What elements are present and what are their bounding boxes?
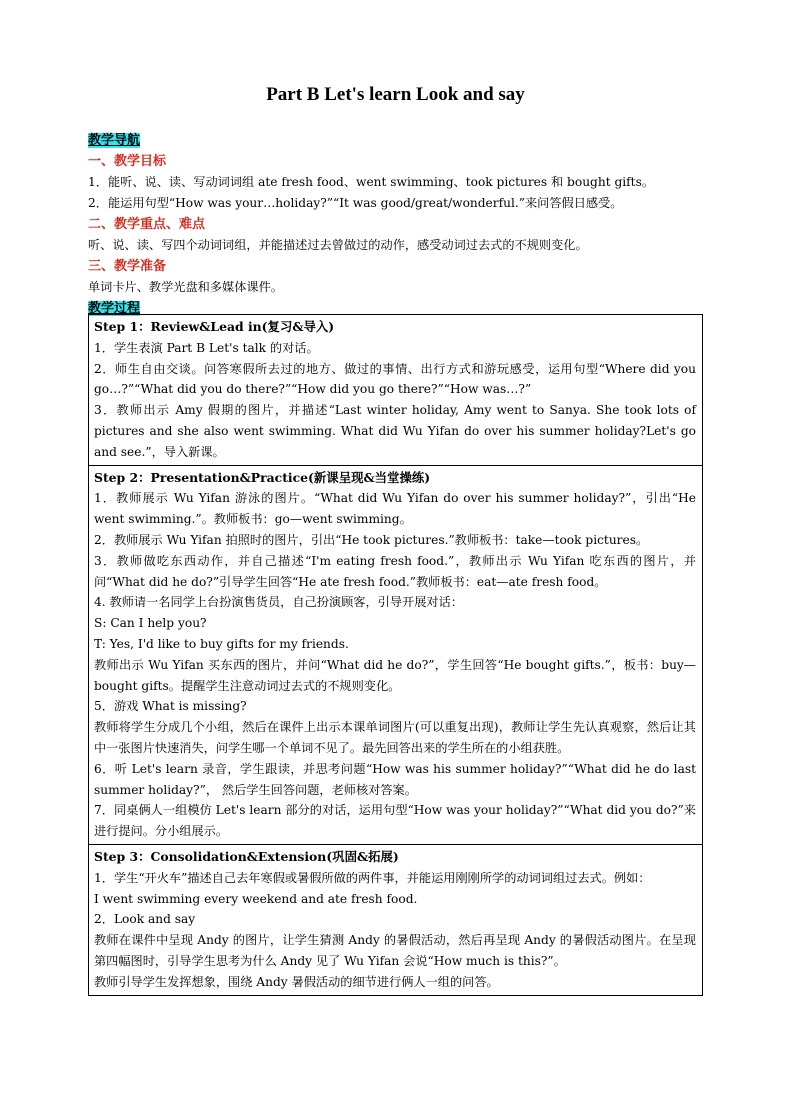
process-table <box>88 314 703 996</box>
step-row <box>89 465 703 844</box>
step-row <box>89 315 703 466</box>
step-paragraph: 2．师生自由交谈。问答寒假所去过的地方、做过的事情、出行方式和游玩感受，运用句型“Where did you go…?”“What did you do there?”“How did you go there?”“How was…?” <box>94 361 696 397</box>
nav-section <box>88 130 703 319</box>
objective-item: 1．能听、说、读、写动词词组 ate fresh food、went swimming、took pictures 和 bought gifts。 <box>88 175 655 189</box>
step-paragraph: 2．教师展示 Wu Yifan 拍照时的图片，引出“He took pictures.”教师板书：take—took pictures。 <box>94 532 649 547</box>
step-paragraph: 3．教师出示 Amy 假期的图片，并描述“Last winter holiday, Amy went to Sanya. She took lots of pictures and she also went swimming. What did Wu Yifan do over his summer holiday?Let's go and see.”，导入新课。 <box>94 403 696 459</box>
step-paragraph: T: Yes, I'd like to buy gifts for my friends. <box>94 636 349 651</box>
step-paragraph: 1．学生“开火车”描述自己去年寒假或暑假所做的两件事，并能运用刚刚所学的动词词组过去式。例如： <box>94 870 651 885</box>
key-points-heading: 二、教学重点、难点 <box>88 217 206 232</box>
key-points-text: 听、说、读、写四个动词词组，并能描述过去曾做过的动作，感受动词过去式的不规则变化。 <box>88 238 588 252</box>
preparation-heading: 三、教学准备 <box>88 259 167 274</box>
step-paragraph: 4. 教师请一名同学上台扮演售货员，自己扮演顾客，引导开展对话： <box>94 595 463 610</box>
step-paragraph: 教师出示 Wu Yifan 买东西的图片，并问“What did he do?”，学生回答“He bought gifts.”，板书：buy—bought gifts。提醒学生注意动词过去式的不规则变化。 <box>94 657 696 693</box>
step-paragraph: 2．Look and say <box>94 912 196 927</box>
step-paragraph: 5．游戏 What is missing? <box>94 699 247 714</box>
objectives-heading: 一、教学目标 <box>88 154 167 169</box>
step-paragraph: I went swimming every weekend and ate fresh food. <box>94 891 418 906</box>
step-cell <box>89 315 703 466</box>
step-paragraph: 7．同桌俩人一组模仿 Let's learn 部分的对话，运用句型“How was your holiday?”“What did you do?”来进行提问。分小组展示。 <box>94 803 696 839</box>
step-paragraph: 教师将学生分成几个小组，然后在课件上出示本课单词图片(可以重复出现)，教师让学生先认真观察，然后让其中一张图片快速消失，问学生哪一个单词不见了。最先回答出来的学生所在的小组获胜。 <box>94 720 696 755</box>
nav-heading: 教学导航 <box>88 133 141 148</box>
step-paragraph: 1．教师展示 Wu Yifan 游泳的图片。“What did Wu Yifan do over his summer holiday?”，引出“He went swimming.”。教师板书：go—went swimming。 <box>94 491 696 527</box>
step-cell <box>89 465 703 844</box>
step-paragraph: 1．学生表演 Part B Let's talk 的对话。 <box>94 340 319 355</box>
step-paragraph: S: Can I help you? <box>94 616 207 631</box>
step-title: Step 2：Presentation&Practice(新课呈现&当堂操练) <box>94 469 431 485</box>
step-paragraph: 3．教师做吃东西动作，并自己描述“I'm eating fresh food.”，教师出示 Wu Yifan 吃东西的图片，并问“What did he do?”引导学生回答“He ate fresh food.”教师板书：eat—ate fresh food。 <box>94 553 696 589</box>
process-heading: 教学过程 <box>88 301 141 316</box>
step-paragraph: 教师在课件中呈现 Andy 的图片，让学生猜测 Andy 的暑假活动，然后再呈现 Andy 的暑假活动图片。在呈现第四幅图时，引导学生思考为什么 Andy 见了 Wu Yifan 会说“How much is this?”。 <box>94 933 696 968</box>
lesson-title: Part B Let's learn Look and say <box>266 84 525 105</box>
preparation-text: 单词卡片、教学光盘和多媒体课件。 <box>88 280 283 294</box>
step-paragraph: 教师引导学生发挥想象，围绕 Andy 暑假活动的细节进行俩人一组的问答。 <box>94 974 499 989</box>
step-paragraph: 6．听 Let's learn 录音，学生跟读，并思考问题“How was his summer holiday?”“What did he do last summer holiday?”， 然后学生回答问题，老师核对答案。 <box>94 761 696 797</box>
step-title: Step 3：Consolidation&Extension(巩固&拓展) <box>94 848 399 864</box>
objective-item: 2．能运用句型“How was your…holiday?”“It was good/great/wonderful.”来问答假日感受。 <box>88 196 623 210</box>
step-row <box>89 844 703 995</box>
step-cell <box>89 844 703 995</box>
step-title: Step 1：Review&Lead in(复习&导入) <box>94 319 335 334</box>
